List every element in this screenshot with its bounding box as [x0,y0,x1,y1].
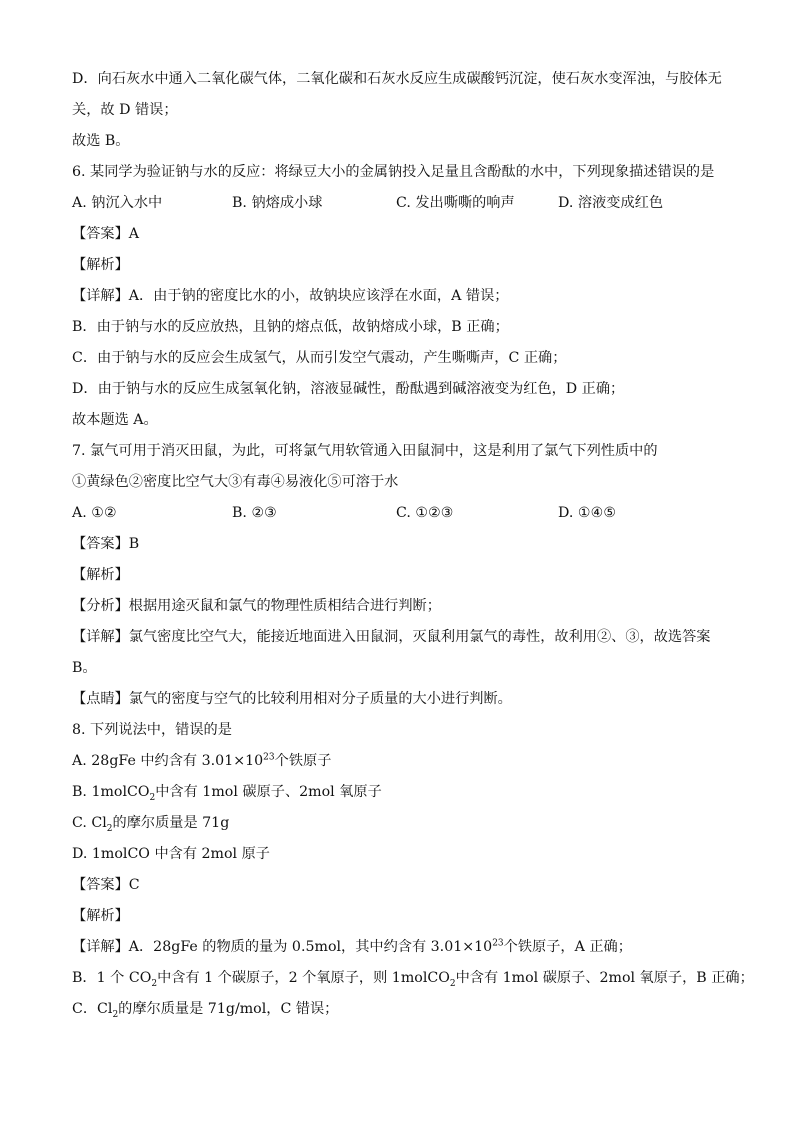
q7-option-b: B. ②③ [232,505,277,521]
q6-detail-a: 【详解】A．由于钠的密度比水的小，故钠块应该浮在水面，A 错误； [72,288,509,304]
q8-option-a-tail: 个铁原子 [274,753,332,769]
q8-detail-b-tail: 中含有 1mol 碳原子、2mol 氧原子，B 正确； [455,970,754,986]
q6-detail-c: C．由于钠与水的反应会生成氢气，从而引发空气震动，产生嘶嘶声，C 正确； [72,350,567,366]
q8-option-b-text: B. 1molCO [72,784,150,800]
q7-answer: 【答案】B [72,536,140,552]
q6-option-a: A. 钠沉入水中 [72,195,163,211]
q8-answer: 【答案】C [72,877,140,893]
q8-detail-c-text: C．Cl [72,1001,113,1017]
q8-detail-b-text: B．1 个 CO [72,970,152,986]
q8-detail-a-exponent: 23 [492,938,504,949]
q7-properties: ①黄绿色②密度比空气大③有毒④易液化⑤可溶于水 [72,474,399,490]
q8-detail-b-middle: 中含有 1 个碳原子，2 个氧原子，则 1molCO [157,970,450,986]
q8-detail-a-tail: 个铁原子，A 正确； [503,939,632,955]
q7-fenxi: 【分析】根据用途灭鼠和氯气的物理性质相结合进行判断； [72,598,441,614]
q8-option-c-tail: 的摩尔质量是 71g [112,815,230,831]
q7-stem: 7. 氯气可用于消灭田鼠，为此，可将氯气用软管通入田鼠洞中，这是利用了氯气下列性质中的 [72,443,658,459]
q6-option-d: D. 溶液变成红色 [558,195,664,211]
q7-option-c: C. ①②③ [396,505,454,521]
q8-detail-b-subscript-2: 2 [449,978,456,989]
q8-detail-a-text: 【详解】A．28gFe 的物质的量为 0.5mol，其中约含有 3.01×10 [72,939,493,955]
q8-detail-a [72,938,632,956]
q7-option-a: A. ①② [72,505,117,521]
q8-option-b [72,783,382,801]
q6-stem: 6. 某同学为验证钠与水的反应：将绿豆大小的金属钠投入足量且含酚酞的水中，下列现象描述错误的是 [72,164,715,180]
q8-option-a-text: A. 28gFe 中约含有 3.01×10 [72,753,264,769]
q6-conclusion: 故本题选 A。 [72,412,158,428]
q6-detail-d: D．由于钠与水的反应生成氢氧化钠，溶液显碱性，酚酞遇到碱溶液变为红色，D 正确； [72,381,625,397]
q8-option-c-subscript: 2 [106,823,113,834]
q6-analysis-heading: 【解析】 [72,257,129,273]
q7-analysis-heading: 【解析】 [72,567,129,583]
q8-detail-b-subscript-1: 2 [151,978,158,989]
q6-option-b: B. 钠熔成小球 [232,195,323,211]
q8-detail-c [72,1000,338,1018]
q7-detail-line1: 【详解】氯气密度比空气大，能接近地面进入田鼠洞，灭鼠利用氯气的毒性，故利用②、③，故选答案 [72,629,711,645]
q8-stem: 8. 下列说法中，错误的是 [72,722,232,738]
q8-option-b-tail: 中含有 1mol 碳原子、2mol 氧原子 [155,784,382,800]
q6-detail-b: B．由于钠与水的反应放热，且钠的熔点低，故钠熔成小球，B 正确； [72,319,509,335]
q8-option-b-subscript: 2 [149,792,156,803]
q5-option-d-line1: D．向石灰水中通入二氧化碳气体，二氧化碳和石灰水反应生成碳酸钙沉淀，使石灰水变浑浊，与胶体无 [72,71,722,87]
q8-option-c-text: C. Cl [72,815,107,831]
q7-option-d: D. ①④⑤ [558,505,617,521]
q6-option-c: C. 发出嘶嘶的响声 [396,195,515,211]
q8-analysis-heading: 【解析】 [72,908,129,924]
q8-detail-c-subscript: 2 [112,1009,119,1020]
q8-detail-c-tail: 的摩尔质量是 71g/mol，C 错误； [118,1001,339,1017]
q8-detail-b [72,969,754,987]
q6-answer: 【答案】A [72,226,139,242]
q8-option-c [72,814,229,832]
q7-detail-line2: B。 [72,660,97,676]
q7-dianjing: 【点睛】氯气的密度与空气的比较利用相对分子质量的大小进行判断。 [72,691,512,707]
q8-option-a [72,752,331,770]
q5-conclusion: 故选 B。 [72,133,130,149]
q5-option-d-line2: 关，故 D 错误； [72,102,178,118]
q8-option-a-exponent: 23 [263,752,275,763]
q8-option-d: D. 1molCO 中含有 2mol 原子 [72,846,270,862]
